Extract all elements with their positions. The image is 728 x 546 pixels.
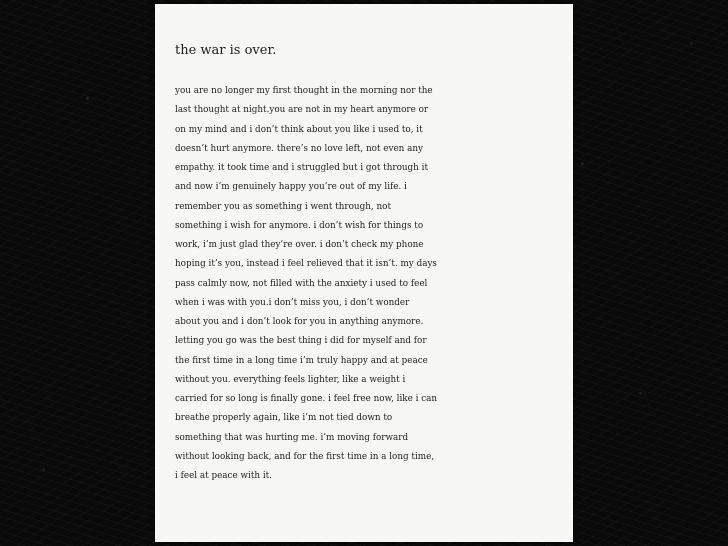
text-line: on my mind and i don’t think about you like i used to, it xyxy=(175,124,423,135)
text-line: remember you as something i went through, not xyxy=(175,201,391,212)
document-body xyxy=(175,82,567,486)
text-line: empathy. it took time and i struggled but i got through it xyxy=(175,163,428,173)
text-line: work, i’m just glad they’re over. i don’t check my phone xyxy=(175,240,424,250)
text-line: breathe properly again, like i’m not tied down to xyxy=(175,413,393,424)
text-line: and now i’m genuinely happy you’re out of my life. i xyxy=(175,182,407,193)
text-line: when i was with you.i don’t miss you, i don’t wonder xyxy=(175,297,410,308)
paper-page xyxy=(155,4,573,542)
text-line: something that was hurting me. i’m moving forward xyxy=(175,432,409,443)
text-line: without you. everything feels lighter, like a weight i xyxy=(175,374,406,385)
document-title: the war is over. xyxy=(175,43,277,58)
text-line: hoping it’s you, instead i feel relieved that it isn’t. my days xyxy=(175,259,437,270)
text-line: doesn’t hurt anymore. there’s no love left, not even any xyxy=(175,143,424,154)
text-line: i feel at peace with it. xyxy=(175,471,272,481)
text-line: pass calmly now, not filled with the anxiety i used to feel xyxy=(175,278,428,289)
text-line: you are no longer my first thought in the morning nor the xyxy=(175,86,433,96)
text-line: about you and i don’t look for you in anything anymore. xyxy=(175,317,424,327)
text-line: something i wish for anymore. i don’t wish for things to xyxy=(175,220,424,231)
text-line: letting you go was the best thing i did for myself and for xyxy=(175,336,427,347)
text-line: without looking back, and for the first time in a long time, xyxy=(175,451,435,462)
text-line: last thought at night.you are not in my heart anymore or xyxy=(175,105,429,116)
text-line: the first time in a long time i’m truly happy and at peace xyxy=(175,355,428,366)
text-line: carried for so long is finally gone. i feel free now, like i can xyxy=(175,394,438,404)
